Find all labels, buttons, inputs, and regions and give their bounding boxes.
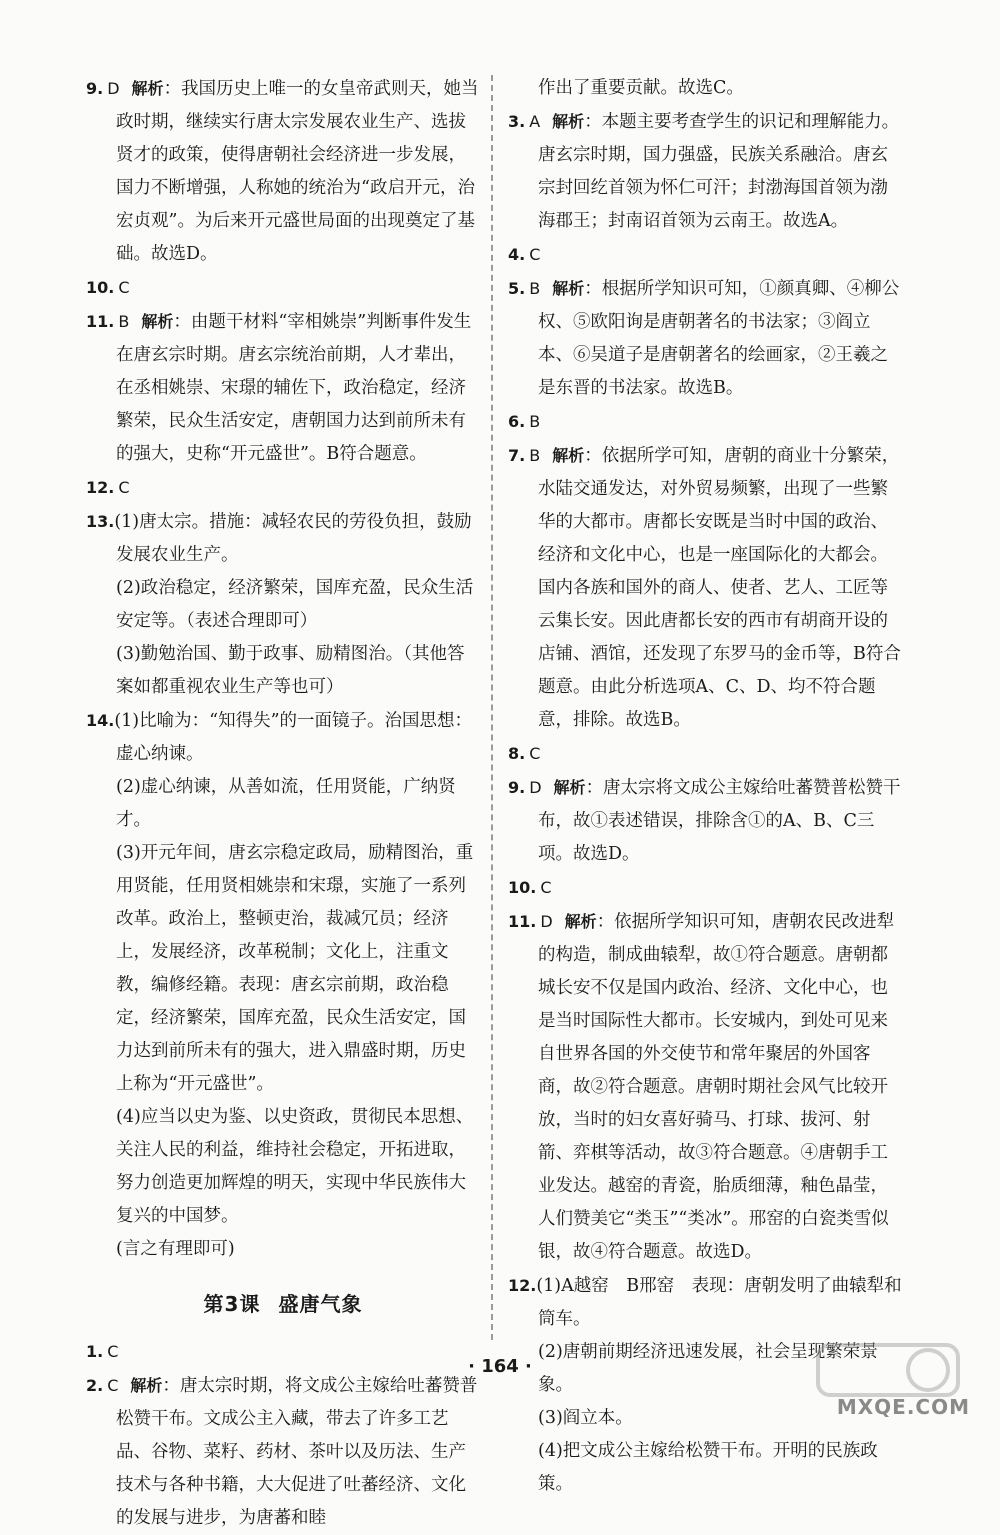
answer-item xyxy=(86,771,480,837)
answer-text: (2)政治稳定，经济繁荣，国库充盈，民众生活安定等。（表述合理即可） xyxy=(116,578,474,631)
answer-text: ：唐太宗时期，将文成公主嫁给吐蕃赞普松赞干布。文成公主入藏，带去了许多工艺品、谷物、菜籽、药材、茶叶以及历法、生产技术与各种书籍，大大促进了吐蕃经济、文化的发展与进步，为唐蕃和睦 xyxy=(116,1376,478,1528)
answer-item xyxy=(508,439,904,737)
answer-letter: D xyxy=(529,778,542,797)
section-title xyxy=(86,1288,480,1317)
answer-letter: C xyxy=(529,245,541,264)
question-number: 13. xyxy=(86,512,115,531)
right-answers xyxy=(508,72,904,1501)
analysis-label: 解析 xyxy=(141,312,174,331)
analysis-label: 解析 xyxy=(131,79,164,98)
answer-text: ：由题干材料“宰相姚崇”判断事件发生在唐玄宗时期。唐玄宗统治前期，人才辈出，在丞相姚崇、宋璟的辅佐下，政治稳定，经济繁荣，民众生活安定，唐朝国力达到前所未有的强大，史称“开元盛世”。B符合题意。 xyxy=(116,312,472,464)
analysis-label: 解析 xyxy=(552,112,585,131)
answer-item xyxy=(508,405,904,439)
answer-item xyxy=(86,1101,480,1233)
answer-letter: C xyxy=(107,1342,119,1361)
answer-item xyxy=(508,771,904,871)
answer-letter: B xyxy=(118,312,130,331)
answer-text: ：本题主要考查学生的识记和理解能力。唐玄宗时期，国力强盛，民族关系融洽。唐玄宗封回纥首领为怀仁可汗；封渤海国首领为渤海郡王；封南诏首领为云南王。故选A。 xyxy=(538,112,900,231)
answer-text: (4)把文成公主嫁给松赞干布。开明的民族政策。 xyxy=(538,1441,878,1494)
answer-item xyxy=(508,1435,904,1501)
answer-letter: A xyxy=(529,112,541,131)
answer-text: ：依据所学知识可知，唐朝农民改进犁的构造，制成曲辕犁，故①符合题意。唐朝都城长安不仅是国内政治、经济、文化中心，也是当时国际性大都市。长安城内，到处可见来自世界各国的外交使节和常年聚居的外国客商，故②符合题意。唐朝时期社会风气比较开放，当时的妇女喜好骑马、打球、拔河、射箭、弈棋等活动，故③符合题意。④唐朝手工业发达。越窑的青瓷，胎质细薄，釉色晶莹，人们赞美它“类玉”“类冰”。邢窑的白瓷类雪似银，故④符合题意。故选D。 xyxy=(538,912,895,1262)
lesson-number: 第3课 xyxy=(203,1292,261,1316)
answer-letter: C xyxy=(540,878,552,897)
question-number: 9. xyxy=(86,79,104,98)
answer-text: (3)阎立本。 xyxy=(538,1408,633,1428)
answer-text: ：根据所学知识可知，①颜真卿、④柳公权、⑤欧阳询是唐朝著名的书法家；③阎立本、⑥吴道子是唐朝著名的绘画家，②王羲之是东晋的书法家。故选B。 xyxy=(538,279,900,398)
answer-item xyxy=(508,72,904,105)
answer-text: ：唐太宗将文成公主嫁给吐蕃赞普松赞干布，故①表述错误，排除含①的A、B、C三项。故选D。 xyxy=(538,778,901,864)
answer-letter: B xyxy=(529,446,541,465)
answer-text: (2)唐朝前期经济迅速发展，社会呈现繁荣景象。 xyxy=(538,1342,878,1395)
question-number: 3. xyxy=(508,112,526,131)
answer-letter: D xyxy=(540,912,553,931)
answer-item xyxy=(508,871,904,905)
answer-item xyxy=(86,1369,480,1535)
answer-item xyxy=(86,1233,480,1266)
question-number: 5. xyxy=(508,279,526,298)
question-number: 2. xyxy=(86,1376,104,1395)
question-number: 6. xyxy=(508,412,526,431)
question-number: 8. xyxy=(508,744,526,763)
left-answers xyxy=(86,72,480,1266)
answer-text: (2)虚心纳谏，从善如流，任用贤能，广纳贤才。 xyxy=(116,777,456,830)
answer-item xyxy=(86,837,480,1101)
analysis-label: 解析 xyxy=(552,446,585,465)
question-number: 12. xyxy=(86,478,115,497)
question-number: 11. xyxy=(86,312,115,331)
question-number: 9. xyxy=(508,778,526,797)
answer-letter: C xyxy=(529,744,541,763)
question-number: 11. xyxy=(508,912,537,931)
question-number: 1. xyxy=(86,1342,104,1361)
answer-text: (1)A越窑 B邢窑 表现：唐朝发明了曲辕犁和筒车。 xyxy=(536,1276,902,1329)
answer-item xyxy=(86,271,480,305)
answer-item xyxy=(508,1269,904,1336)
question-number: 4. xyxy=(508,245,526,264)
answer-text: (言之有理即可) xyxy=(116,1239,235,1259)
question-number: 10. xyxy=(508,878,537,897)
answer-text: (1)比喻为：“知得失”的一面镜子。治国思想：虚心纳谏。 xyxy=(114,711,473,764)
analysis-label: 解析 xyxy=(130,1376,163,1395)
answer-letter: B xyxy=(529,279,541,298)
analysis-label: 解析 xyxy=(564,912,597,931)
answer-item xyxy=(86,638,480,704)
answer-item xyxy=(86,72,480,271)
analysis-label: 解析 xyxy=(552,279,585,298)
answer-letter: C xyxy=(118,278,130,297)
answer-item xyxy=(86,471,480,505)
answer-item xyxy=(86,305,480,471)
answer-item xyxy=(508,238,904,272)
answer-item xyxy=(86,704,480,771)
answer-letter: B xyxy=(529,412,541,431)
answer-letter: C xyxy=(118,478,130,497)
column-divider xyxy=(491,75,493,1340)
answer-item xyxy=(86,572,480,638)
question-number: 14. xyxy=(86,711,115,730)
page-footer: · 164 · xyxy=(468,1356,532,1377)
answer-text: ：依据所学可知，唐朝的商业十分繁荣，水陆交通发达，对外贸易频繁，出现了一些繁华的大都市。唐都长安既是当时中国的政治、经济和文化中心，也是一座国际化的大都会。国内各族和国外的商人、使者、艺人、工匠等云集长安。因此唐都长安的西市有胡商开设的店铺、酒馆，还发现了东罗马的金币等，B符合题意。由此分析选项A、C、D、均不符合题意，排除。故选B。 xyxy=(538,446,901,730)
watermark-text: MXQE.COM xyxy=(836,1395,970,1419)
answer-item xyxy=(508,272,904,405)
answer-letter: C xyxy=(107,1376,119,1395)
answer-text: 作出了重要贡献。故选C。 xyxy=(538,78,744,98)
answer-text: (1)唐太宗。措施：减轻农民的劳役负担，鼓励发展农业生产。 xyxy=(114,512,472,565)
analysis-label: 解析 xyxy=(553,778,586,797)
answer-item xyxy=(508,737,904,771)
left-column xyxy=(86,72,480,1535)
answer-text: (3)勤勉治国、勤于政事、励精图治。（其他答案如都重视农业生产等也可） xyxy=(116,644,465,697)
answer-letter: D xyxy=(107,79,120,98)
answer-text: (4)应当以史为鉴、以史资政，贯彻民本思想、关注人民的利益，维持社会稳定，开拓进取，努力创造更加辉煌的明天，实现中华民族伟大复兴的中国梦。 xyxy=(116,1107,474,1226)
answer-text: ：我国历史上唯一的女皇帝武则天，她当政时期，继续实行唐太宗发展农业生产、选拔贤才的政策，使得唐朝社会经济进一步发展，国力不断增强，人称她的统治为“政启开元，治宏贞观”。为后来开元盛世局面的出现奠定了基础。故选D。 xyxy=(116,79,479,264)
answer-item xyxy=(508,905,904,1269)
answer-text: (3)开元年间，唐玄宗稳定政局，励精图治，重用贤能，任用贤相姚崇和宋璟，实施了一系列改革。政治上，整顿吏治，裁减冗员；经济上，发展经济，改革税制；文化上，注重文教，编修经籍。表现：唐玄宗前期，政治稳定，经济繁荣，国库充盈，民众生活安定，国力达到前所未有的强大，进入鼎盛时期，历史上称为“开元盛世”。 xyxy=(116,843,474,1094)
question-number: 10. xyxy=(86,278,115,297)
answer-item xyxy=(86,505,480,572)
page-number: 164 xyxy=(481,1356,519,1377)
right-column xyxy=(508,72,904,1501)
lesson-title: 盛唐气象 xyxy=(278,1292,363,1316)
answer-item xyxy=(508,105,904,238)
question-number: 12. xyxy=(508,1276,537,1295)
question-number: 7. xyxy=(508,446,526,465)
